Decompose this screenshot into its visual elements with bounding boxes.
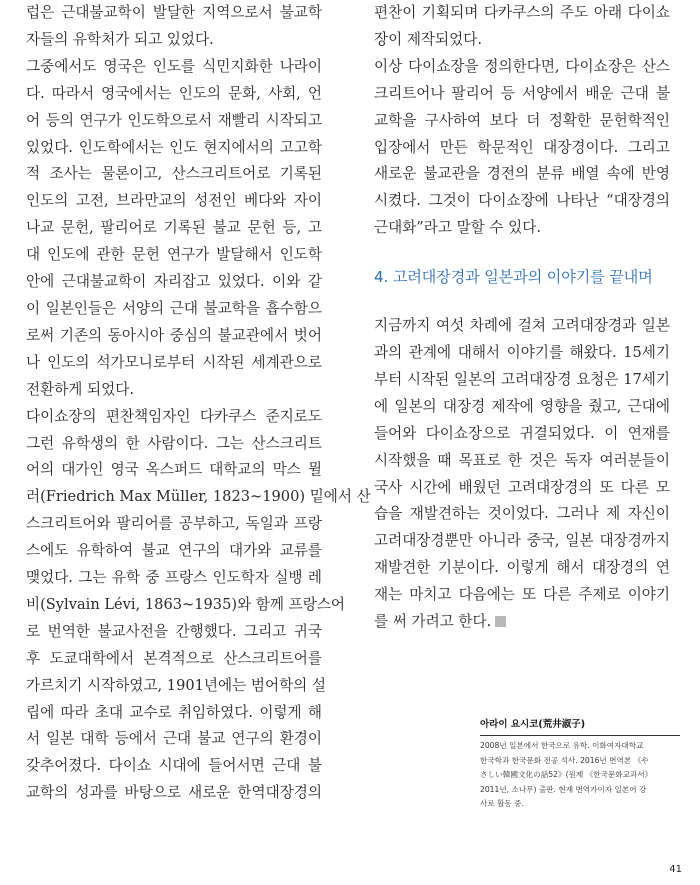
text-line-content: 국사 시간에 배웠던 고려대장경의 또 다른 모 [374,478,670,496]
text-line [374,313,670,340]
text-line-content: 에 일본의 대장경 제작에 영향을 줬고, 근대에 [374,397,670,415]
text-line [374,108,670,135]
bio-line: 2011년, 소나무) 출판. 현재 번역가이자 일본어 강 [480,784,647,794]
text-line [26,188,322,215]
text-line [26,377,322,404]
text-line-content: 나교 문헌, 팔리어로 기록된 불교 문헌 등, 고 [26,219,322,237]
text-line-content: 있었다. 인도학에서는 인도 현지에서의 고고학 [26,138,322,156]
text-line [374,188,670,215]
text-line-content: 교학을 구사하여 보다 더 정확한 문헌학적인 [374,111,670,129]
text-line [26,457,322,484]
text-line [374,135,670,162]
text-line [374,528,670,555]
text-line-content: 시작했을 때 목표로 한 것은 독자 여러분들이 [374,451,670,469]
text-line-content: 스에도 유학하여 불교 연구의 대가와 교류를 [26,542,322,560]
text-line-content: 이상 다이쇼장을 정의한다면, 다이쇼장은 산스 [374,57,670,75]
text-line [26,161,322,188]
text-line [374,555,670,582]
text-line-content: 로 번역한 불교사전을 간행했다. 그리고 귀국 [26,622,322,640]
text-line-content: 근대화”라고 말할 수 있다. [374,219,541,237]
text-line [374,609,670,636]
text-line [26,484,371,511]
bio-line: 한국학과 한국문화 전공 석사. 2016년 번역본 《や [480,755,649,765]
text-line-content: 로써 기존의 동아시아 중심의 불교관에서 벗어 [26,326,322,344]
text-line-content: 그런 유학생의 한 사람이다. 그는 산스크리트 [26,434,322,452]
text-line [26,269,322,296]
text-line [26,592,346,619]
text-line [374,161,670,188]
text-line-content: 적 조사는 물론이고, 산스크리트어로 기록된 [26,165,322,183]
text-line [26,296,322,323]
right-column [374,0,670,636]
text-line [26,404,322,431]
author-bio [480,716,680,812]
text-line-content: 편찬이 기획되며 다카쿠스의 주도 아래 다이쇼 [374,4,670,21]
text-line-content: 어 등의 연구가 인도학으로서 재빨리 시작되고 [26,111,322,129]
text-line-content: 러(Friedrich Max Müller, 1823~1900) 밑에서 산 [26,488,371,506]
text-line [374,475,670,502]
text-line-content: 나 인도의 석가모니로부터 시작된 세계관으로 [26,353,322,371]
text-line [26,27,322,54]
text-line-content: 후 도쿄대학에서 본격적으로 산스크리트어를 [26,649,322,667]
text-line [374,421,670,448]
text-line [26,538,322,565]
text-line-content: 지금까지 여섯 차례에 걸쳐 고려대장경과 일본 [374,317,670,335]
right-column-text-top [374,0,670,242]
bio-line: さしい韓國文化の話52》(원제 《한국문화교과서》 [480,770,653,780]
text-line [26,619,322,646]
text-line [26,700,322,727]
text-line [26,242,322,269]
text-line [26,215,322,242]
text-line-content: 스크리트어와 팔리어를 공부하고, 독일과 프랑 [26,515,322,533]
text-line-content: 교학의 성과를 바탕으로 새로운 한역대장경의 [26,784,322,802]
text-line [374,582,670,609]
text-line-content: 크리트어나 팔리어 등 서양에서 배운 근대 불 [374,84,670,102]
text-line-content: 과의 관계에 대해서 이야기를 해왔다. 15세기 [374,343,670,361]
text-line [374,367,670,394]
text-line-content: 입장에서 만든 학문적인 대장경이다. 그리고 [374,138,670,156]
text-line-content: 부터 시작된 일본의 고려대장경 요청은 17세기 [374,370,670,388]
text-line-content: 안에 근대불교학이 자리잡고 있었다. 이와 같 [26,273,322,291]
text-line [26,431,322,458]
text-line-content: 럽은 근대불교학이 발달한 지역으로서 불교학 [26,4,322,21]
page-number: 41 [669,864,682,875]
text-line-content: 시켰다. 그것이 다이쇼장에 나타난 “대장경의 [374,192,670,210]
text-line [374,27,670,54]
text-line-content: 비(Sylvain Lévi, 1863~1935)와 함께 프랑스어 [26,595,346,613]
text-line-content: 자들의 유학처가 되고 있었다. [26,30,214,48]
text-line-content: 장이 제작되었다. [374,30,482,48]
text-line-content: 재발견한 기분이다. 이렇게 해서 대장경의 연 [374,559,670,577]
text-line-content: 고려대장경뿐만 아니라 중국, 일본 대장경까지 [374,532,670,550]
text-line [374,340,670,367]
left-column [26,0,371,807]
text-line-content: 대 인도에 관한 문헌 연구가 발달해서 인도학 [26,246,322,264]
author-bio-text [480,739,680,812]
text-line-content: 그중에서도 영국은 인도를 식민지화한 나라이 [26,57,322,75]
right-column-text-bottom [374,313,670,636]
text-line [26,511,322,538]
text-line [26,753,322,780]
text-line-content: 재는 마치고 다음에는 또 다른 주제로 이야기 [374,586,670,604]
text-line [26,323,322,350]
text-line-content: 새로운 불교관을 경전의 분류 배열 속에 반영 [374,165,670,183]
text-line-content: 다이쇼장의 편찬책임자인 다카쿠스 준지로도 [26,407,322,425]
text-line [26,780,322,807]
text-line-content: 들어와 다이쇼장으로 귀결되었다. 이 연재를 [374,424,670,442]
text-line [374,0,670,27]
text-line-content: 서 일본 대학 등에서 근대 불교 연구의 환경이 [26,730,322,748]
text-line-content: 갖추어졌다. 다이쇼 시대에 들어서면 근대 불 [26,757,322,775]
text-line [26,726,322,753]
bio-line: 2008년 일본에서 한국으로 유학. 이화여자대학교 [480,741,644,750]
author-name: 아라이 요시코(荒井淑子) [480,716,680,736]
text-line-content: 다. 따라서 영국에서는 인도의 문화, 사회, 언 [26,84,322,102]
text-line [26,350,322,377]
text-line-content: 어의 대가인 영국 옥스퍼드 대학교의 막스 뮐 [26,461,322,479]
section-heading: 4. 고려대장경과 일본과의 이야기를 끝내며 [374,268,653,287]
text-line [26,81,322,108]
text-line-content: 습을 재발견하는 것이었다. 그러나 제 자신이 [374,505,670,523]
text-line-content: 를 써 가려고 한다. [374,613,492,631]
text-line-content: 전환하게 되었다. [26,380,134,398]
text-line [26,646,322,673]
text-line [374,81,670,108]
text-line [26,565,322,592]
text-line [26,135,322,162]
text-line [26,673,326,700]
text-line [374,394,670,421]
text-line [374,448,670,475]
text-line-content: 립에 따라 초대 교수로 취임하였다. 이렇게 해 [26,703,322,721]
text-line [374,215,670,242]
text-line-content: 이 일본인들은 서양의 근대 불교학을 흡수함으 [26,299,322,317]
text-line [26,108,322,135]
text-line [26,0,322,27]
text-line-content: 가르치기 시작하였고, 1901년에는 범어학의 설 [26,676,326,694]
text-line-content: 인도의 고전, 브라만교의 성전인 베다와 자이 [26,192,322,210]
text-line [26,54,322,81]
text-line [374,54,670,81]
text-line [374,501,670,528]
text-line-content: 맺었다. 그는 유학 중 프랑스 인도학자 실뱅 레 [26,569,322,587]
end-mark-icon [495,616,506,627]
bio-line: 사로 활동 중. [480,799,524,809]
